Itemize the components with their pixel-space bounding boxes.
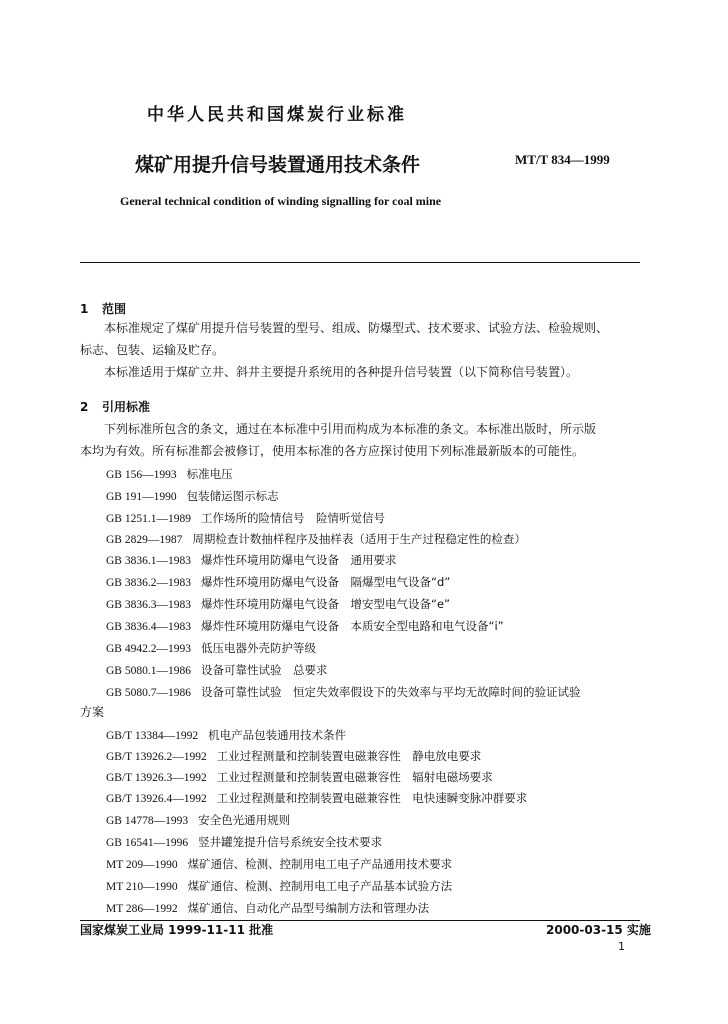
reference-item (106, 596, 450, 612)
reference-title: 包装储运图示标志 (186, 489, 279, 503)
reference-code: GB/T 13926.3—1992 (106, 772, 207, 784)
section-1-title: 范围 (102, 302, 127, 316)
reference-code: GB/T 13926.4—1992 (106, 793, 207, 805)
reference-code: MT 210—1990 (106, 881, 178, 893)
reference-code: GB 3836.1—1983 (106, 555, 191, 567)
section-2-number: 2 (80, 400, 89, 414)
reference-item (106, 662, 327, 678)
reference-code: GB 2829—1987 (106, 534, 183, 546)
reference-title: 工业过程测量和控制装置电磁兼容性 电快速瞬变脉冲群要求 (216, 791, 528, 805)
section-1-para-1-line-2: 标志、包装、运输及贮存。 (80, 343, 225, 357)
reference-item (106, 618, 504, 634)
reference-title: 设备可靠性试验 总要求 (200, 663, 328, 677)
reference-code: GB 191—1990 (106, 491, 177, 503)
reference-wrap-text: 方案 (80, 705, 105, 719)
reference-item (106, 856, 452, 872)
reference-title: 周期检查计数抽样程序及抽样表（适用于生产过程稳定性的检查） (192, 532, 526, 546)
reference-title: 低压电器外壳防护等级 (200, 641, 316, 655)
section-1-number: 1 (80, 302, 89, 316)
reference-title: 煤矿通信、检测、控制用电工电子产品通用技术要求 (187, 857, 453, 871)
reference-title: 工业过程测量和控制装置电磁兼容性 静电放电要求 (216, 749, 482, 763)
reference-item (106, 834, 382, 850)
reference-code: GB 3836.3—1983 (106, 599, 191, 611)
reference-item (106, 640, 316, 656)
reference-title: 安全色光通用规则 (198, 813, 291, 827)
reference-item (106, 727, 346, 743)
section-2-para-1-line-1: 下列标准所包含的条文，通过在本标准中引用而构成为本标准的条文。本标准出版时，所示版 (104, 422, 597, 436)
reference-item (106, 510, 385, 526)
reference-title: 标准电压 (186, 467, 233, 481)
section-1-para-1-line-1: 本标准规定了煤矿用提升信号装置的型号、组成、防爆型式、技术要求、试验方法、检验规则、 (104, 321, 609, 335)
reference-code: GB 156—1993 (106, 469, 177, 481)
reference-title: 工作场所的险情信号 险情听觉信号 (200, 511, 385, 525)
reference-code: GB 3836.4—1983 (106, 621, 191, 633)
reference-item (106, 552, 396, 568)
top-divider (80, 262, 640, 263)
reference-item (106, 790, 527, 806)
approval-info: 国家煤炭工业局 1999-11-11 批准 (80, 923, 274, 937)
reference-code: MT 286—1992 (106, 903, 178, 915)
reference-title: 煤矿通信、自动化产品型号编制方法和管理办法 (187, 901, 430, 915)
reference-item (106, 900, 429, 916)
reference-item (106, 531, 526, 547)
reference-code: GB 14778—1993 (106, 815, 189, 827)
page-number: 1 (618, 940, 625, 953)
reference-title: 机电产品包装通用技术条件 (208, 728, 347, 742)
reference-code: GB/T 13384—1992 (106, 730, 199, 742)
reference-title: 爆炸性环境用防爆电气设备 增安型电气设备“e” (200, 597, 450, 611)
reference-title: 煤矿通信、检测、控制用电工电子产品基本试验方法 (187, 879, 453, 893)
reference-code: GB 5080.1—1986 (106, 665, 191, 677)
section-1-para-2: 本标准适用于煤矿立井、斜井主要提升系统用的各种提升信号装置（以下简称信号装置）。 (104, 365, 579, 379)
section-2-heading (80, 398, 150, 415)
reference-title: 爆炸性环境用防爆电气设备 本质安全型电路和电气设备“i” (200, 619, 504, 633)
reference-code: GB 1251.1—1989 (106, 513, 191, 525)
reference-item (106, 466, 233, 482)
reference-item (106, 684, 580, 700)
reference-item (106, 769, 493, 785)
document-title: 煤矿用提升信号装置通用技术条件 (135, 154, 421, 176)
reference-title: 爆炸性环境用防爆电气设备 隔爆型电气设备“d” (200, 575, 451, 589)
reference-title: 爆炸性环境用防爆电气设备 通用要求 (200, 553, 397, 567)
reference-code: GB 4942.2—1993 (106, 643, 191, 655)
reference-code: GB 3836.2—1983 (106, 577, 191, 589)
reference-item (106, 574, 450, 590)
section-2-title: 引用标准 (102, 400, 151, 414)
english-title: General technical condition of winding signalling for coal mine (120, 194, 442, 208)
reference-code: GB/T 13926.2—1992 (106, 751, 207, 763)
reference-item (106, 748, 481, 764)
header-title: 中华人民共和国煤炭行业标准 (147, 105, 407, 125)
reference-code: GB 16541—1996 (106, 837, 189, 849)
reference-title: 竖井罐笼提升信号系统安全技术要求 (198, 835, 383, 849)
section-1-heading (80, 300, 126, 317)
reference-title: 工业过程测量和控制装置电磁兼容性 辐射电磁场要求 (216, 770, 493, 784)
reference-code: MT 209—1990 (106, 859, 178, 871)
reference-code: GB 5080.7—1986 (106, 687, 191, 699)
reference-title: 设备可靠性试验 恒定失效率假设下的失效率与平均无故障时间的验证试验 (200, 685, 581, 699)
reference-item (106, 812, 290, 828)
reference-item (106, 878, 452, 894)
section-2-para-1-line-2: 本均为有效。所有标准都会被修订，使用本标准的各方应探讨使用下列标准最新版本的可能性。 (80, 444, 585, 458)
reference-item (106, 488, 279, 504)
standard-number: MT/T 834—1999 (515, 152, 610, 167)
implementation-date: 2000-03-15 实施 (546, 923, 651, 937)
